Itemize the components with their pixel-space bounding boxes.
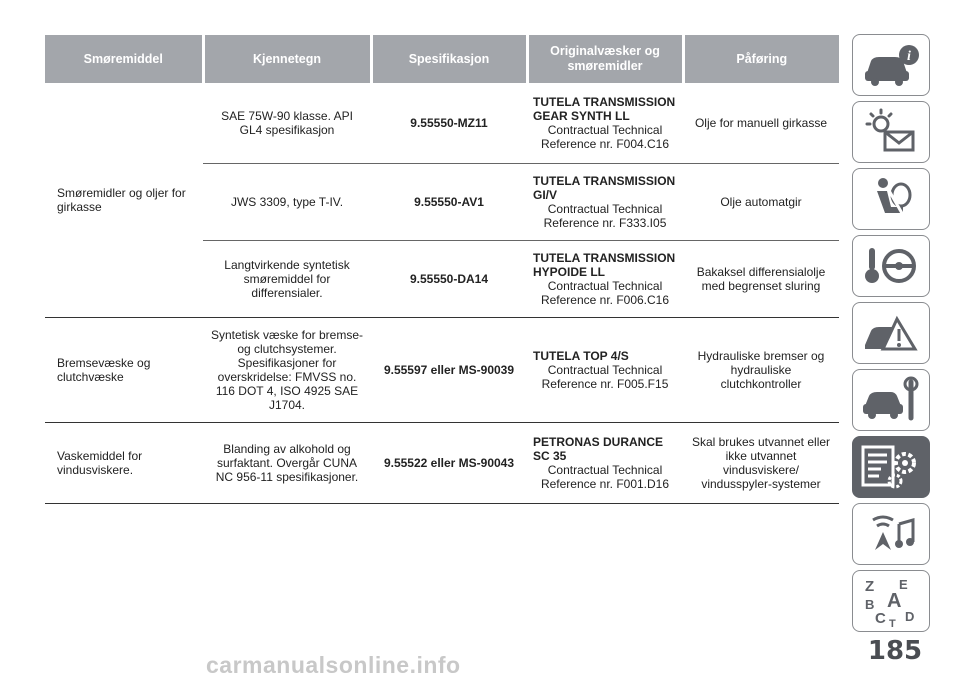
svg-text:T: T	[889, 618, 896, 627]
svg-text:D: D	[905, 609, 915, 624]
svg-text:E: E	[899, 577, 908, 592]
original-reference: Contractual Technical Reference nr. F004.C16	[540, 123, 670, 151]
characteristic-cell: JWS 3309, type T-IV.	[203, 164, 371, 241]
original-cell	[527, 423, 683, 504]
original-reference: Contractual Technical Reference nr. F006.C16	[540, 279, 670, 307]
specification-cell: 9.55522 eller MS-90043	[371, 423, 527, 504]
table-header-row	[45, 35, 839, 83]
tab-car-info[interactable]	[852, 34, 930, 96]
table-row	[45, 423, 839, 504]
key-steering-icon	[859, 242, 923, 290]
table-row	[45, 318, 839, 423]
multimedia-icon	[859, 510, 923, 558]
specification-cell: 9.55597 eller MS-90039	[371, 318, 527, 423]
characteristic-cell: SAE 75W-90 klasse. API GL4 spesifikasjon	[203, 83, 371, 164]
characteristic-cell: Langtvirkende syntetisk smøremiddel for differensialer.	[203, 241, 371, 318]
characteristic-cell: Syntetisk væske for bremse- og clutchsystemer. Spesifikasjoner for overskridelse: FMVSS no. 116 DOT 4, ISO 4925 SAE J1704.	[203, 318, 371, 423]
application-cell: Skal brukes utvannet eller ikke utvannet vindusviskere/ vindusspyler-systemer	[683, 423, 839, 504]
tab-seat-airbag[interactable]	[852, 168, 930, 230]
application-cell: Bakaksel differensialolje med begrenset sluring	[683, 241, 839, 318]
specification-cell: 9.55550-DA14	[371, 241, 527, 318]
original-product: TUTELA TOP 4/S	[533, 349, 629, 363]
svg-text:Z: Z	[865, 578, 875, 595]
tab-index[interactable]	[852, 570, 930, 632]
original-reference: Contractual Technical Reference nr. F333.I05	[543, 202, 667, 230]
original-product: TUTELA TRANSMISSION GEAR SYNTH LL	[533, 95, 676, 123]
seat-airbag-icon	[859, 175, 923, 223]
tab-key-steering[interactable]	[852, 235, 930, 297]
original-product: TUTELA TRANSMISSION HYPOIDE LL	[533, 251, 676, 279]
original-product: PETRONAS DURANCE SC 35	[533, 435, 664, 463]
original-reference: Contractual Technical Reference nr. F001.D16	[540, 463, 670, 491]
lubricant-cell: Vaskemiddel for vindusviskere.	[45, 423, 203, 504]
original-cell	[527, 318, 683, 423]
car-info-icon	[859, 41, 923, 89]
tab-warning-lights[interactable]	[852, 101, 930, 163]
characteristic-cell: Blanding av alkohold og surfaktant. Overgår CUNA NC 956-11 spesifikasjoner.	[203, 423, 371, 504]
lubricant-cell: Bremsevæske og clutchvæske	[45, 318, 203, 423]
original-product: TUTELA TRANSMISSION GI/V	[533, 174, 676, 202]
table-row	[45, 83, 839, 164]
header-original: Originalvæsker og smøremidler	[527, 35, 683, 83]
tab-car-service[interactable]	[852, 369, 930, 431]
svg-text:C: C	[875, 610, 886, 627]
lubricant-cell: Smøremidler og oljer for girkasse	[45, 83, 203, 318]
header-lubricant: Smøremiddel	[45, 35, 203, 83]
svg-text:A: A	[887, 590, 902, 612]
application-cell: Hydrauliske bremser og hydrauliske clutchkontroller	[683, 318, 839, 423]
car-service-icon	[859, 376, 923, 424]
svg-text:i: i	[907, 49, 911, 64]
specification-cell: 9.55550-MZ11	[371, 83, 527, 164]
technical-data-icon	[859, 443, 923, 491]
warning-lights-icon	[859, 108, 923, 156]
header-specification: Spesifikasjon	[371, 35, 527, 83]
tab-emergency[interactable]	[852, 302, 930, 364]
tab-multimedia[interactable]	[852, 503, 930, 565]
emergency-icon	[859, 309, 923, 357]
application-cell: Olje for manuell girkasse	[683, 83, 839, 164]
page-number: 185	[867, 636, 923, 666]
specification-cell: 9.55550-AV1	[371, 164, 527, 241]
original-reference: Contractual Technical Reference nr. F005.F15	[541, 363, 669, 391]
tab-technical-data[interactable]	[852, 436, 930, 498]
original-cell	[527, 241, 683, 318]
header-application: Påføring	[683, 35, 839, 83]
svg-text:B: B	[865, 597, 875, 612]
index-alphabet-icon	[859, 575, 923, 627]
original-cell	[527, 83, 683, 164]
original-cell	[527, 164, 683, 241]
lubricants-table	[45, 35, 839, 504]
application-cell: Olje automatgir	[683, 164, 839, 241]
watermark: carmanualsonline.info	[206, 652, 461, 678]
header-characteristic: Kjennetegn	[203, 35, 371, 83]
